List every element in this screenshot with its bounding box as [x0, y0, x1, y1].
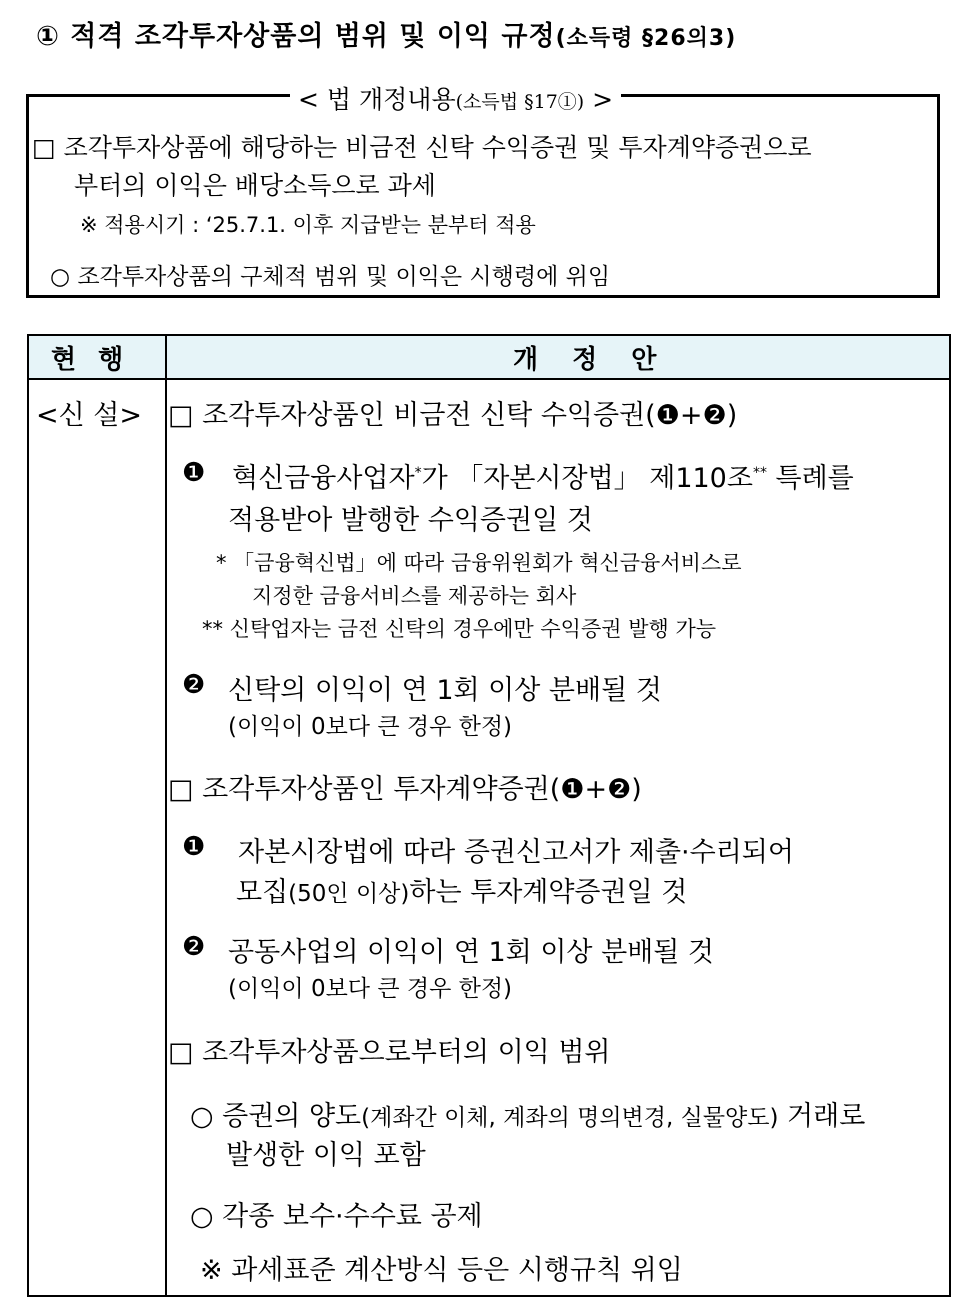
s1-note1-line2: 지정한 금융서비스를 제공하는 회사 [252, 584, 577, 608]
law-main-line2: 부터의 이익은 배당소득으로 과세 [74, 171, 436, 200]
law-main-line1: □ 조각투자상품에 해당하는 비금전 신탁 수익증권 및 투자계약증권으로 [32, 133, 812, 162]
header-proposal: 개정안 [513, 345, 691, 375]
s2-item1-line2: 모집(50인 이상)하는 투자계약증권일 것 [236, 877, 688, 908]
page-title: ① 적격 조각투자상품의 범위 및 이익 규정(소득령 §26의3) [36, 21, 737, 52]
s1-note1-line1: * 「금융혁신법」에 따라 금융위원회가 혁신금융서비스로 [216, 551, 742, 575]
header-current: 현행 [51, 345, 146, 375]
current-new-label: <신 설> [36, 400, 142, 431]
section3-heading: □ 조각투자상품으로부터의 이익 범위 [168, 1037, 611, 1068]
title-source: (소득령 §26의3) [555, 26, 737, 51]
law-box-legend: < 법 개정내용(소득법 §17①) > [290, 80, 621, 116]
law-effective-note: ※ 적용시기 : ‘25.7.1. 이후 지급받는 분부터 적용 [80, 213, 536, 237]
s1-item2-line1: 신탁의 이익이 연 1회 이상 분배될 것 [228, 675, 662, 706]
s1-item1-line1: 혁신금융사업자*가 「자본시장법」 제110조** 특례를 [232, 463, 854, 494]
s3-note: ※ 과세표준 계산방식 등은 시행규칙 위임 [200, 1255, 683, 1286]
s1-item2-marker: ❷ [182, 670, 206, 700]
s1-note2: ** 신탁업자는 금전 신탁의 경우에만 수익증권 발행 가능 [202, 617, 717, 641]
s1-item1-line2: 적용받아 발행한 수익증권일 것 [228, 505, 593, 536]
s3-bullet1-line2: 발생한 이익 포함 [226, 1140, 426, 1171]
s2-item1-marker: ❶ [182, 832, 206, 862]
s1-item2-line2: (이익이 0보다 큰 경우 한정) [228, 714, 513, 740]
s1-item1-marker: ❶ [182, 458, 206, 488]
s2-item2-marker: ❷ [182, 932, 206, 962]
s2-item2-line1: 공동사업의 이익이 연 1회 이상 분배될 것 [228, 937, 714, 968]
s3-bullet2: ○ 각종 보수·수수료 공제 [190, 1201, 483, 1232]
section2-heading: □ 조각투자상품인 투자계약증권(❶+❷) [168, 774, 642, 805]
s3-bullet1-line1: ○ 증권의 양도(계좌간 이체, 계좌의 명의변경, 실물양도) 거래로 [190, 1101, 866, 1132]
column-divider [165, 336, 167, 1295]
table-header-row [29, 336, 949, 380]
s2-item1-line1: 자본시장법에 따라 증권신고서가 제출·수리되어 [238, 837, 794, 868]
section1-heading: □ 조각투자상품인 비금전 신탁 수익증권(❶+❷) [168, 400, 738, 431]
law-delegation: ○ 조각투자상품의 구체적 범위 및 이익은 시행령에 위임 [50, 264, 611, 290]
s2-item2-line2: (이익이 0보다 큰 경우 한정) [228, 976, 513, 1002]
